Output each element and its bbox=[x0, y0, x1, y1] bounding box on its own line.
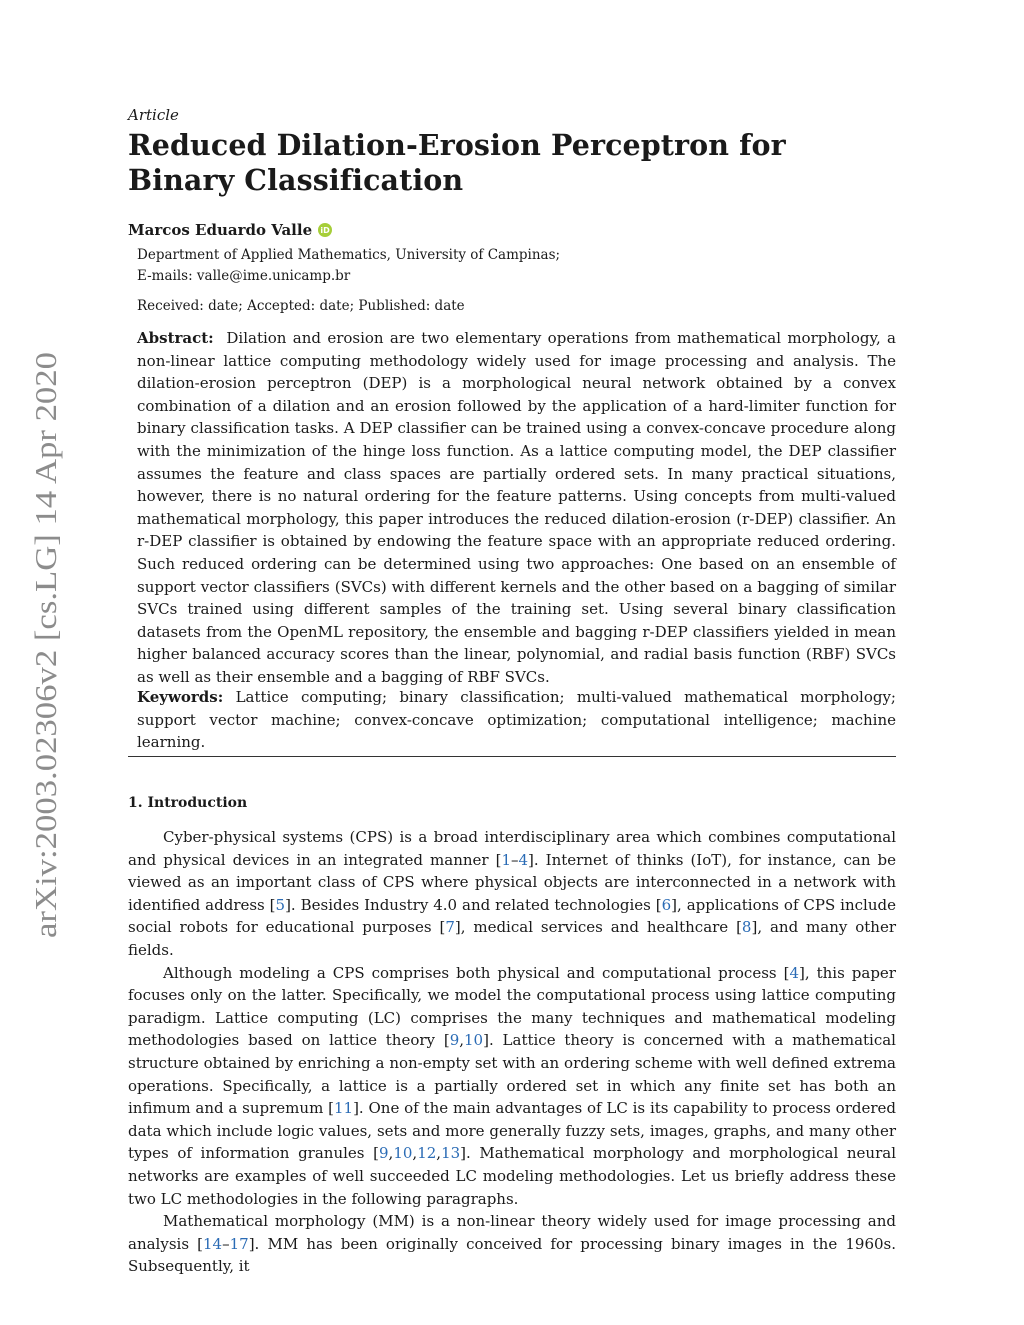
keywords-label: Keywords: bbox=[137, 688, 224, 706]
keywords-text: Lattice computing; binary classification; multi-valued mathematical morphology; support vector machine; convex-concave optimization; computational intelligence; machine learning. bbox=[137, 688, 896, 752]
citation-link[interactable]: 14 bbox=[203, 1234, 223, 1253]
text-run: ]. Lattice theory is concerned with a mathematical structure obtained by enriching a non-empty set with an ordering scheme with well defined extrema operations. Specifically, a lattice is a partially ordered set in which any finite set has both an infimum and a supremum [ bbox=[128, 1031, 896, 1118]
orcid-icon[interactable]: iD bbox=[318, 223, 332, 237]
author-line bbox=[128, 221, 332, 239]
citation-link[interactable]: 12 bbox=[417, 1144, 437, 1163]
arxiv-identifier: arXiv:2003.02306v2 [cs.LG] 14 Apr 2020 bbox=[28, 414, 63, 938]
paragraph bbox=[128, 962, 896, 1211]
citation-link[interactable]: 9 bbox=[449, 1031, 460, 1050]
text-run: , bbox=[412, 1144, 418, 1163]
article-type-label: Article bbox=[128, 106, 179, 124]
text-run: ], this paper focuses only on the latter. Specifically, we model the computational process using lattice computing paradigm. Lattice computing (LC) comprises the many techniques and mathematical modeling methodologies based on lattice theory [ bbox=[128, 963, 896, 1050]
citation-link[interactable]: 10 bbox=[464, 1031, 484, 1050]
text-run: ]. MM has been originally conceived for processing binary images in the 1960s. Subsequently, it bbox=[128, 1234, 896, 1276]
paragraph bbox=[128, 826, 896, 962]
text-run: Mathematical morphology (MM) is a non-linear theory widely used for image processing and analysis [ bbox=[128, 1212, 896, 1253]
citation-link[interactable]: 9 bbox=[378, 1144, 389, 1163]
citation-link[interactable]: 4 bbox=[789, 963, 799, 982]
text-run: ]. Internet of thinks (IoT), for instance, can be viewed as an important class of CPS where physical objects are interconnected in a network with identified address [ bbox=[128, 850, 896, 914]
divider bbox=[128, 756, 896, 757]
text-run: , bbox=[388, 1144, 394, 1163]
text-run: ]. Besides Industry 4.0 and related technologies [ bbox=[285, 895, 662, 914]
author-email: E-mails: valle@ime.unicamp.br bbox=[137, 268, 351, 284]
author-department: Department of Applied Mathematics, University of Campinas; bbox=[137, 247, 561, 263]
text-run: ]. One of the main advantages of LC is its capability to process ordered data which include logic values, sets and more generally fuzzy sets, images, graphs, and many other types of information granules [ bbox=[128, 1099, 896, 1163]
author-name: Marcos Eduardo Valle bbox=[128, 221, 313, 239]
text-run: ], applications of CPS include social robots for educational purposes [ bbox=[128, 895, 896, 937]
paragraph bbox=[128, 1210, 896, 1278]
citation-link[interactable]: 6 bbox=[661, 895, 672, 914]
citation-link[interactable]: 11 bbox=[333, 1099, 354, 1118]
text-run: , bbox=[436, 1144, 442, 1163]
publication-dates: Received: date; Accepted: date; Published: date bbox=[137, 298, 465, 314]
section-heading: 1. Introduction bbox=[128, 795, 248, 811]
keywords bbox=[137, 686, 896, 754]
text-run: Although modeling a CPS comprises both physical and computational process [ bbox=[163, 963, 790, 982]
section-body bbox=[128, 826, 896, 1278]
citation-link[interactable]: 8 bbox=[741, 918, 752, 937]
text-run: ], and many other fields. bbox=[128, 918, 896, 959]
citation-link[interactable]: 1 bbox=[501, 850, 511, 869]
citation-link[interactable]: 13 bbox=[441, 1144, 461, 1163]
paper-title: Reduced Dilation-Erosion Perceptron for Binary Classification bbox=[128, 128, 786, 197]
citation-link[interactable]: 17 bbox=[229, 1234, 249, 1253]
text-run: Cyber-physical systems (CPS) is a broad interdisciplinary area which combines computational and physical devices in an integrated manner [ bbox=[128, 828, 896, 869]
abstract-text: Dilation and erosion are two elementary operations from mathematical morphology, a non-linear lattice computing methodology widely used for image processing and analysis. The dilation-erosion perceptron (DEP) is a morphological neural network obtained by a convex combination of a dilation and an erosion followed by the application of a hard-limiter function for binary classification tasks. A DEP classifier can be trained using a convex-concave procedure along with the minimization of the hinge loss function. As a lattice computing model, the DEP classifier assumes the feature and class spaces are partially ordered sets. In many practical situations, however, there is no natural ordering for the feature patterns. Using concepts from multi-valued mathematical morphology, this paper introduces the reduced dilation-erosion (r-DEP) classifier. An r-DEP classifier is obtained by endowing the feature space with an appropriate reduced ordering. Such reduced ordering can be determined using two approaches: One based on an ensemble of support vector classifiers (SVCs) with different kernels and the other based on a bagging of similar SVCs trained using different samples of the training set. Using several binary classification datasets from the OpenML repository, the ensemble and bagging r-DEP classifiers yielded in mean higher balanced accuracy scores than the linear, polynomial, and radial basis function (RBF) SVCs as well as their ensemble and a bagging of RBF SVCs. bbox=[137, 329, 896, 686]
citation-link[interactable]: 7 bbox=[445, 918, 455, 937]
abstract bbox=[137, 327, 896, 689]
arxiv-sidebar-stamp bbox=[20, 350, 70, 940]
text-run: – bbox=[222, 1234, 230, 1253]
text-run: ]. Mathematical morphology and morphological neural networks are examples of well succeeded LC modeling methodologies. Let us briefly address these two LC methodologies in the following paragraphs. bbox=[128, 1144, 896, 1208]
text-run: – bbox=[510, 850, 519, 869]
citation-link[interactable]: 4 bbox=[518, 850, 529, 869]
abstract-label: Abstract: bbox=[137, 329, 214, 347]
text-run: , bbox=[459, 1031, 465, 1050]
text-run: ], medical services and healthcare [ bbox=[454, 918, 742, 937]
citation-link[interactable]: 10 bbox=[393, 1144, 413, 1163]
citation-link[interactable]: 5 bbox=[275, 895, 286, 914]
